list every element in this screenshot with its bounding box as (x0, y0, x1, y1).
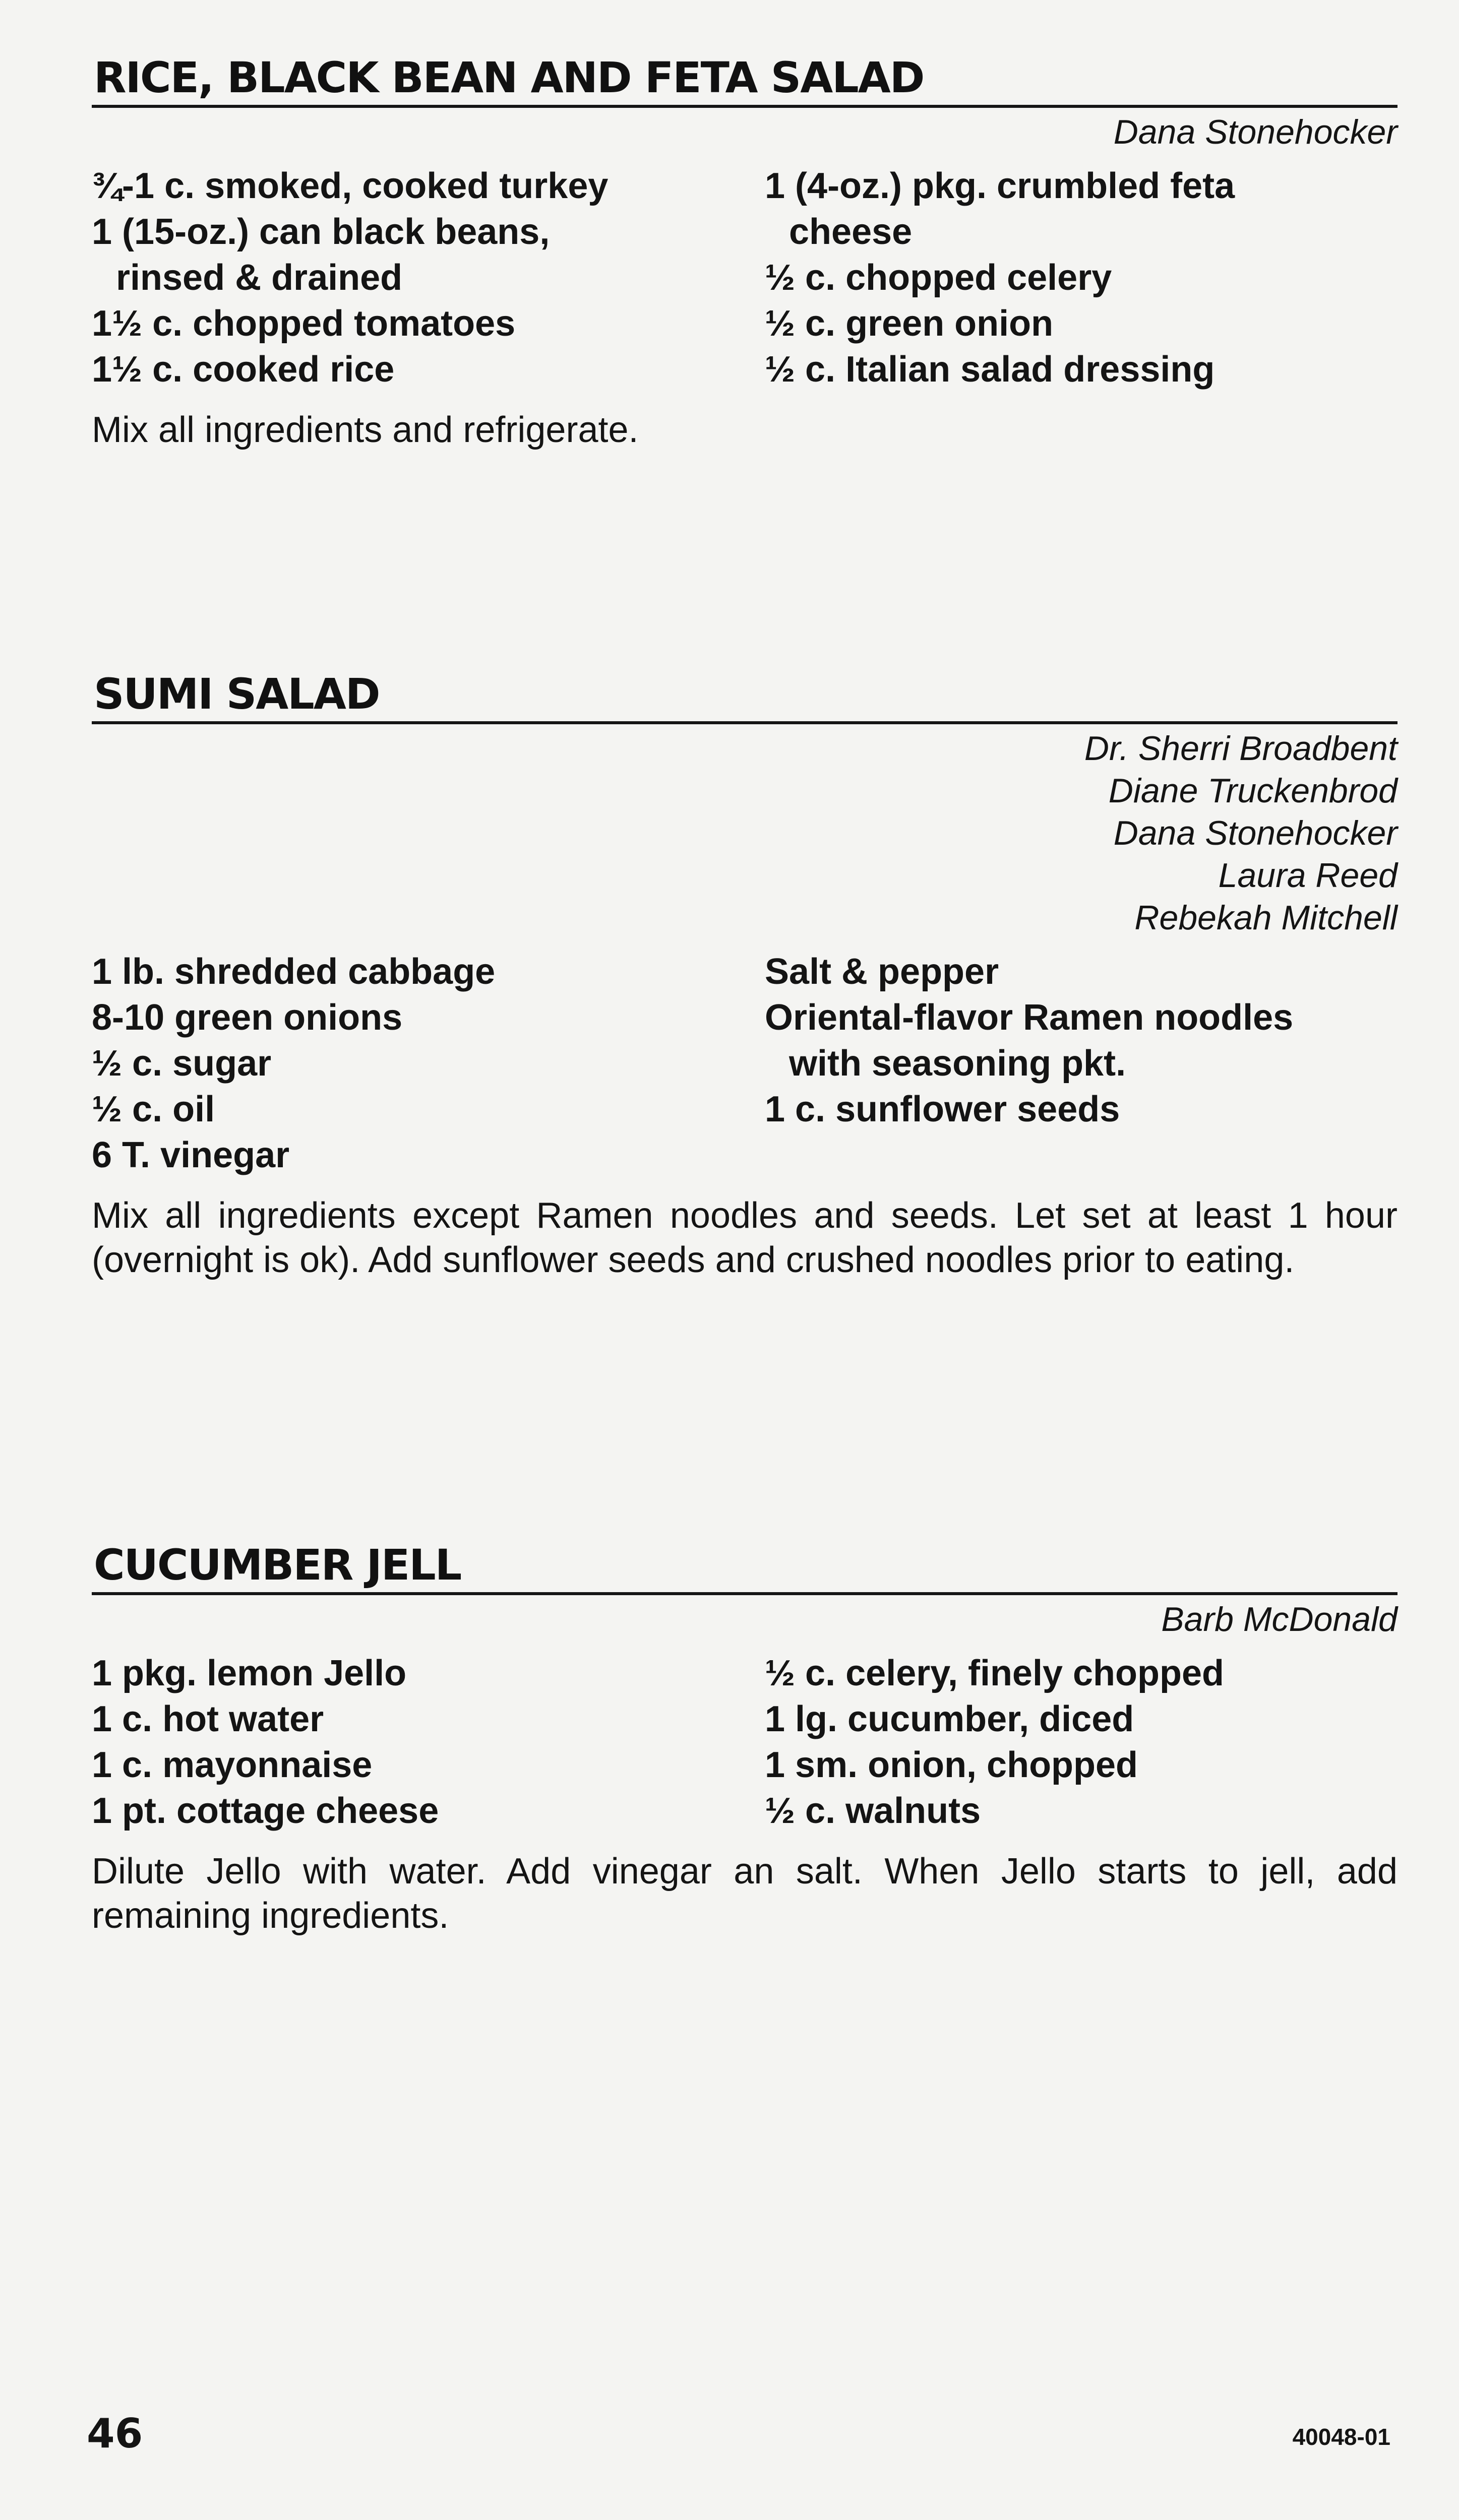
ingredient-column-left (92, 1651, 765, 1834)
recipe-directions: Mix all ingredients except Ramen noodles and seeds. Let set at least 1 hour (overnight is ok). Add sunflower seeds and crushed noodles prior to eating. (92, 1195, 1397, 1280)
ingredient-item: 1 lg. cucumber, diced (765, 1699, 1134, 1739)
ingredient-item: 1½ c. chopped tomatoes (92, 303, 516, 344)
ingredient-item: 1 pt. cottage cheese (92, 1791, 439, 1831)
ingredient-column-right (765, 949, 1397, 1178)
ingredient-item: ¾-1 c. smoked, cooked turkey (92, 166, 609, 206)
ingredient-column-left (92, 163, 765, 393)
ingredient-item: ½ c. walnuts (765, 1791, 981, 1831)
contributor-name: Dana Stonehocker (1113, 814, 1397, 852)
ingredient-item: 1 pkg. lemon Jello (92, 1653, 407, 1693)
recipe-cucumber-jell (92, 1540, 1397, 1974)
recipe-title: CUCUMBER JELL (92, 1544, 1397, 1595)
ingredient-item: 6 T. vinegar (92, 1135, 290, 1175)
ingredient-item: ½ c. oil (92, 1089, 215, 1129)
contributor-name: Laura Reed (1218, 856, 1397, 895)
recipe-title: RICE, BLACK BEAN AND FETA SALAD (92, 56, 1397, 108)
contributor-name: Dr. Sherri Broadbent (1084, 729, 1397, 768)
recipe-directions: Mix all ingredients and refrigerate. (92, 410, 639, 450)
ingredient-column-right (765, 1651, 1397, 1834)
ingredient-item: 1 (15-oz.) can black beans, rinsed & drained (92, 212, 550, 298)
recipe-rice-black-bean-feta-salad (92, 53, 1397, 488)
ingredient-list (92, 163, 1397, 393)
ingredient-item: Oriental-flavor Ramen noodles with seasoning pkt. (765, 997, 1294, 1084)
contributor-name: Diane Truckenbrod (1108, 772, 1397, 810)
print-code: 40048-01 (1292, 2424, 1390, 2450)
ingredient-item: 1 c. hot water (92, 1699, 324, 1739)
ingredient-item: ½ c. chopped celery (765, 258, 1112, 298)
ingredient-column-right (765, 163, 1397, 393)
contributor-list (92, 111, 1397, 153)
ingredient-item: 1 lb. shredded cabbage (92, 952, 496, 992)
ingredient-list (92, 1651, 1397, 1834)
contributor-list (92, 727, 1397, 939)
ingredient-item: ½ c. Italian salad dressing (765, 349, 1215, 390)
ingredient-item: 1 c. mayonnaise (92, 1745, 373, 1785)
recipe-title: SUMI SALAD (92, 673, 1397, 724)
contributor-name: Rebekah Mitchell (1134, 899, 1397, 937)
ingredient-item: ½ c. sugar (92, 1043, 272, 1084)
page-number: 46 (87, 2410, 143, 2457)
contributor-name: Dana Stonehocker (1113, 113, 1397, 151)
ingredient-item: 1 (4-oz.) pkg. crumbled feta cheese (765, 166, 1235, 252)
ingredient-list (92, 949, 1397, 1178)
ingredient-item: 1 sm. onion, chopped (765, 1745, 1138, 1785)
ingredient-item: 8-10 green onions (92, 997, 403, 1038)
contributor-list (92, 1598, 1397, 1641)
ingredient-item: 1½ c. cooked rice (92, 349, 395, 390)
ingredient-item: Salt & pepper (765, 952, 999, 992)
recipe-sumi-salad (92, 669, 1397, 1318)
ingredient-column-left (92, 949, 765, 1178)
ingredient-item: 1 c. sunflower seeds (765, 1089, 1120, 1129)
ingredient-item: ½ c. green onion (765, 303, 1054, 344)
ingredient-item: ½ c. celery, finely chopped (765, 1653, 1225, 1693)
recipe-directions: Dilute Jello with water. Add vinegar an salt. When Jello starts to jell, add remaining ingredients. (92, 1851, 1397, 1936)
contributor-name: Barb McDonald (1161, 1600, 1397, 1639)
